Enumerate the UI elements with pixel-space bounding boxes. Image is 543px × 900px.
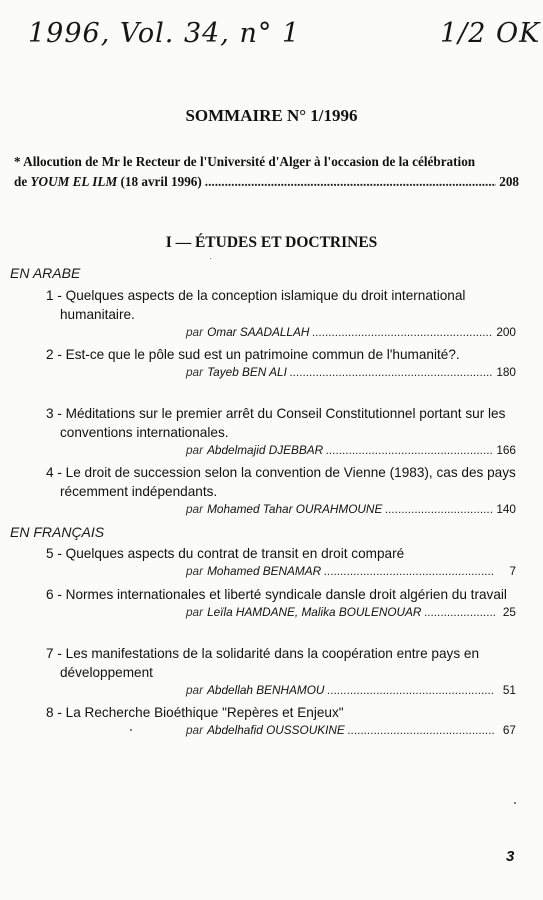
leader-dots [324,563,495,580]
intro-date: (18 avril 1996) [120,174,202,189]
leader-dots [424,604,495,621]
entry-title: Méditations sur le premier arrêt du Conseil Constitutionnel portant sur les conventions internationales. [60,406,506,440]
handwritten-check-note: 1/2 OK [440,18,541,49]
page-number: 3 [506,848,515,865]
entry-number: 1 - [46,288,62,303]
entry-author: Abdelmajid DJEBBAR [207,443,324,457]
handwritten-reference-note: 1996, Vol. 34, n° 1 [28,18,301,49]
entry-by: par [186,723,204,737]
intro-entry [14,152,519,192]
toc-entry [46,286,516,341]
entry-title: La Recherche Bioéthique "Repères et Enjeux" [65,705,344,720]
entry-title: Normes internationales et liberté syndicale dansle droit algérien du travail [65,587,507,602]
toc-entry [46,463,516,518]
entry-by: par [186,605,204,619]
toc-entry [46,345,516,381]
entry-by: par [186,564,204,578]
section-heading: I — ÉTUDES ET DOCTRINES [165,234,378,251]
entry-page: 200 [496,325,516,339]
entry-number: 7 - [46,646,62,661]
entry-title: Est-ce que le pôle sud est un patrimoine commun de l'humanité?. [65,347,460,362]
entry-by: par [186,683,204,697]
entry-author: Mohamed BENAMAR [207,564,322,578]
entry-author: Tayeb BEN ALI [207,365,287,379]
entry-title: Quelques aspects du contrat de transit en droit comparé [65,546,405,561]
toc-entry [46,703,516,739]
entry-number: 2 - [46,347,62,362]
leader-dots [312,324,493,341]
scan-speck [130,729,132,731]
language-heading-french: EN FRANÇAIS [10,524,105,540]
entry-number: 3 - [46,406,62,421]
intro-prefix: de [14,174,28,189]
page-title: SOMMAIRE N° 1/1996 [185,106,358,125]
intro-bullet: * [14,154,21,169]
scan-speck [210,258,211,259]
leader-dots [205,172,496,192]
entry-author: Abdellah BENHAMOU [207,683,325,697]
leader-dots [327,682,495,699]
entry-page: 67 [502,723,516,737]
entry-title: Les manifestations de la solidarité dans la coopération entre pays en développement [60,646,480,680]
language-heading-arabic: EN ARABE [10,265,81,281]
toc-entry [46,644,516,699]
entry-page: 180 [496,365,516,379]
entry-author: Abdelhafid OUSSOUKINE [207,723,345,737]
toc-entry [46,404,516,459]
entry-page: 51 [502,683,516,697]
entry-number: 4 - [46,465,62,480]
entry-page: 25 [502,605,516,619]
entry-page: 166 [496,443,516,457]
entry-page: 7 [509,564,516,578]
entry-by: par [186,325,204,339]
entry-title: Quelques aspects de la conception islamique du droit international humanitaire. [60,288,466,322]
intro-event: YOUM EL ILM [30,174,118,189]
entry-number: 6 - [46,587,62,602]
entry-title: Le droit de succession selon la convention de Vienne (1983), cas des pays récemment indépendants. [60,465,516,499]
entry-number: 5 - [46,546,62,561]
entry-number: 8 - [46,705,62,720]
toc-entry [46,585,516,621]
scan-speck [514,802,516,804]
leader-dots [385,501,493,518]
intro-line1: Allocution de Mr le Recteur de l'Université d'Alger à l'occasion de la célébration [23,154,476,169]
toc-entry [46,544,516,580]
entry-by: par [186,365,204,379]
entry-page: 140 [496,502,516,516]
entry-author: Mohamed Tahar OURAHMOUNE [207,502,383,516]
intro-page: 208 [499,174,519,189]
entry-by: par [186,443,204,457]
leader-dots [290,364,493,381]
entry-author: Omar SAADALLAH [207,325,310,339]
leader-dots [326,442,493,459]
entry-author: Leïla HAMDANE, Malika BOULENOUAR [207,605,422,619]
leader-dots [348,722,495,739]
entry-by: par [186,502,204,516]
